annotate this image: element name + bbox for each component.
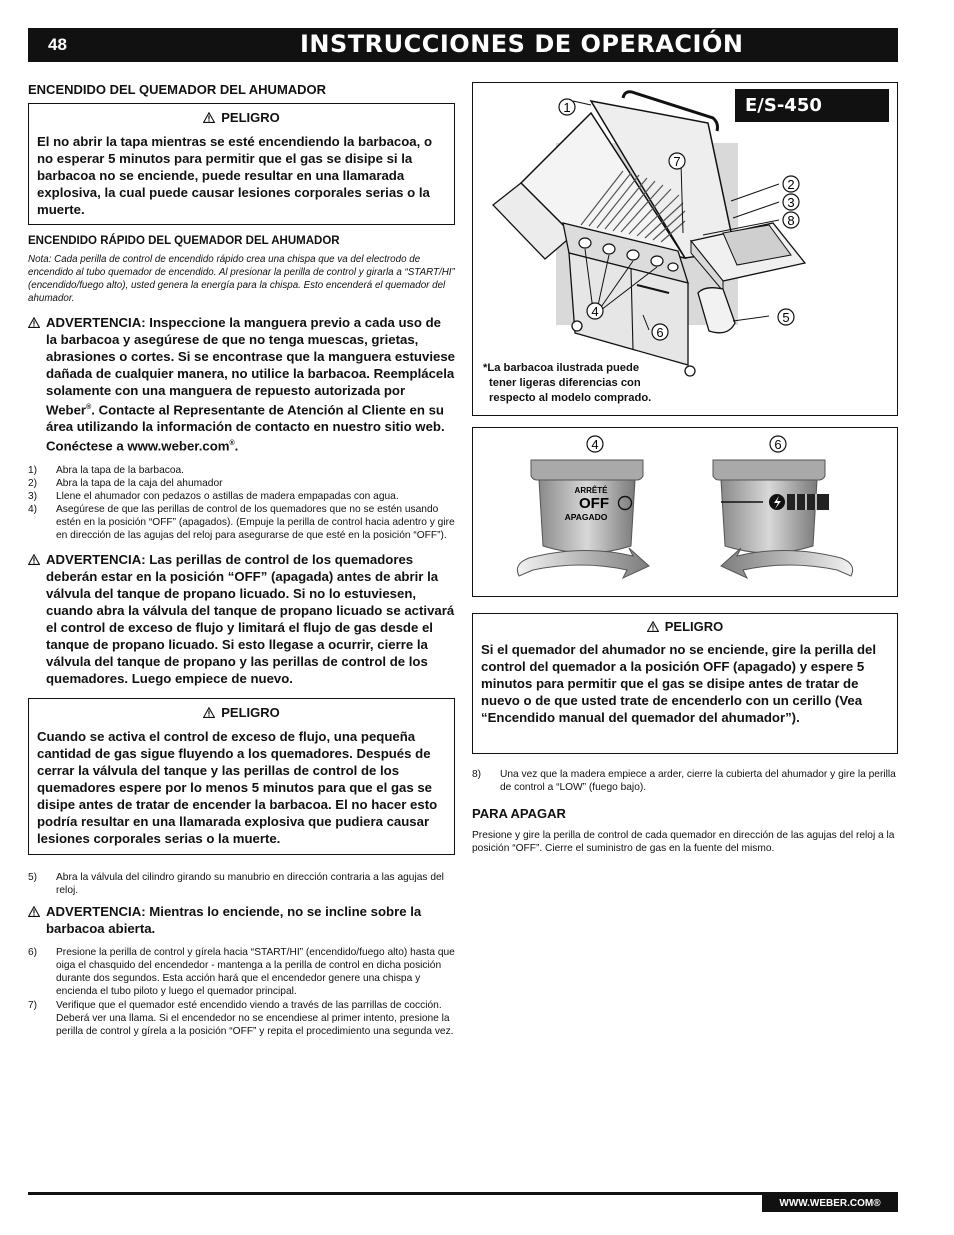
danger-label: PELIGRO	[664, 619, 724, 634]
page-number: 48	[48, 35, 67, 54]
ignition-note: Nota: Cada perilla de control de encendido rápido crea una chispa que va del electrodo de encendido al tubo quemador de encendido. Al presionar la perilla de control y girarla a “START/HI” (encendido/fuego alto), usted genera la energía para la chispa. Esto encenderá el quemador del ahumador.	[28, 254, 455, 304]
callout-1	[559, 99, 575, 115]
warning-hose-website: Conéctese a www.weber.com	[46, 438, 230, 454]
list-item	[472, 768, 898, 794]
svg-text:5: 5	[782, 310, 790, 325]
svg-text:1: 1	[563, 100, 571, 115]
danger-text-1: El no abrir la tapa mientras se esté encendiendo la barbacoa, o no esperar 5 minutos para permitir que el gas se disipe si la barbacoa no se enciende, puede resultar en una llamarada explosiva, la cual puede causar lesiones corporales serias o la muerte.	[37, 134, 433, 217]
danger-box-2	[28, 698, 455, 855]
knob-label-off: OFF	[579, 495, 609, 512]
step-8	[472, 768, 898, 794]
subsection-title: ENCENDIDO RÁPIDO DEL QUEMADOR DEL AHUMADOR	[28, 235, 340, 247]
registered-mark: ®	[229, 440, 235, 448]
svg-text:3: 3	[787, 195, 795, 210]
list-item	[28, 477, 455, 490]
callout-7	[669, 153, 685, 169]
step-number: 2)	[28, 477, 38, 489]
danger-box-1	[28, 103, 455, 225]
steps-list-a	[28, 464, 455, 542]
svg-text:7: 7	[673, 154, 681, 169]
callout-2	[783, 176, 799, 192]
step-number: 6)	[28, 946, 38, 958]
step-text: Una vez que la madera empiece a arder, cierre la cubierta del ahumador y gire la perilla de control a “LOW” (fuego bajo).	[500, 769, 896, 793]
callout-8	[783, 212, 799, 228]
knob-callouts	[473, 428, 897, 596]
figure-caption	[483, 361, 713, 406]
step-number: 4)	[28, 503, 38, 515]
step-text: Abra la tapa de la caja del ahumador	[56, 477, 223, 489]
knob-figure	[472, 427, 898, 597]
knob-label-apagado: APAGADO	[564, 512, 608, 522]
danger-text-3: Si el quemador del ahumador no se enciende, gire la perilla del control del quemador a la posición OFF (apagado) y espere 5 minutos para permitir que el gas se disipe antes de tratar de nuevo o de que usted trate de encenderlo con un cerillo (Vea “Encendido manual del quemador del ahumador”).	[481, 642, 877, 725]
warning-lean-text: ADVERTENCIA: Mientras lo enciende, no se incline sobre la barbacoa abierta.	[46, 903, 422, 936]
svg-text:4: 4	[591, 304, 599, 319]
warning-hose-text: ADVERTENCIA: Inspeccione la manguera previo a cada uso de la barbacoa y asegúrese de que no tenga muescas, grietas, abrasiones o cortes. Si se encontrase que la manguera estuviese dañada de cualquier manera, no utilice la barbacoa. Reemplácela solamente con una manguera de repuesto autorizada por Weber	[46, 315, 455, 418]
footer-url[interactable]: WWW.WEBER.COM®	[762, 1195, 898, 1212]
step-5	[28, 871, 455, 897]
warning-triangle-icon	[28, 317, 40, 328]
step-number: 1)	[28, 464, 38, 476]
warning-triangle-icon	[28, 554, 40, 565]
model-tag: E/S-450	[735, 89, 889, 122]
steps-list-b	[28, 946, 455, 1038]
step-text: Llene el ahumador con pedazos o astillas de madera empapadas con agua.	[56, 490, 399, 502]
right-column	[472, 82, 898, 855]
svg-text:6: 6	[774, 437, 782, 452]
left-column	[28, 82, 455, 1038]
step-number: 7)	[28, 999, 38, 1011]
step-number: 3)	[28, 490, 38, 502]
list-item	[28, 946, 455, 998]
step-text: Verifique que el quemador esté encendido viendo a través de las parrillas de cocción. Deberá ver una llama. Si el encendedor no se encendiese al primer intento, presione la perilla de control y gírela a la posición “OFF” y repita el procedimiento una segunda vez.	[56, 999, 454, 1037]
warning-lean	[28, 903, 455, 937]
warning-valve	[28, 551, 455, 687]
callout-4	[587, 303, 603, 319]
knob-label-arrete: ARRÊTÉ	[574, 486, 608, 495]
danger-heading-3	[481, 619, 889, 634]
danger-label: PELIGRO	[221, 704, 280, 720]
warning-valve-text: ADVERTENCIA: Las perillas de control de los quemadores deberán estar en la posición “OFF” (apagada) antes de abrir la válvula del tanque de propano licuado. Si no lo estuviesen, cuando abra la válvula del tanque de propano licuado se activará el control de exceso de flujo y limitará el flujo de gas desde el tanque de propano licuado. Si esto llegase a ocurrir, cierre la válvula del tanque de propano y las perillas de control de los quemadores. Luego empiece de nuevo.	[46, 551, 455, 686]
step-text: Asegúrese de que las perillas de control de los quemadores que no se estén usando estén en la posición “OFF” (apagados). (Empuje la perilla de control hacia adentro y gire en dirección de las agujas del reloj para asegurarse de que esté en la posición “OFF”).	[56, 503, 455, 541]
callout-3	[783, 194, 799, 210]
registered-mark: ®	[86, 404, 92, 411]
danger-heading-2	[37, 705, 446, 720]
warning-triangle-icon	[203, 707, 215, 718]
step-number: 8)	[472, 769, 482, 780]
callout-6	[652, 324, 668, 340]
caption-line: tener ligeras diferencias con	[489, 377, 641, 389]
svg-text:4: 4	[591, 437, 599, 452]
warning-triangle-icon	[28, 906, 40, 917]
warning-hose	[28, 314, 455, 455]
step-text: Presione la perilla de control y gírela hacia “START/HI” (encendido/fuego alto) hasta que oiga el chasquido del encendedor - mantenga a la perilla de control en dicha posición durante dos segundos. Esta acción hará que el encendedor genere una chispa y encienda el tubo piloto y luego el quemador principal.	[56, 946, 455, 997]
turn-off-title: PARA APAGAR	[472, 806, 566, 821]
danger-heading-1	[37, 110, 446, 125]
callout-4	[587, 436, 603, 452]
list-item	[28, 503, 455, 542]
warning-triangle-icon	[203, 112, 215, 123]
warning-hose-period: .	[234, 438, 239, 454]
caption-line: respecto al modelo comprado.	[489, 392, 652, 404]
section-title: ENCENDIDO DEL QUEMADOR DEL AHUMADOR	[28, 82, 327, 97]
warning-triangle-icon	[647, 621, 659, 632]
step-text: Abra la válvula del cilindro girando su manubrio en dirección contraria a las agujas del reloj.	[56, 871, 444, 896]
danger-box-3	[472, 613, 898, 754]
grill-figure	[472, 82, 898, 416]
step-number: 5)	[28, 871, 38, 883]
callout-6	[770, 436, 786, 452]
page-header	[28, 28, 898, 62]
svg-text:6: 6	[656, 325, 664, 340]
page-title: INSTRUCCIONES DE OPERACIÓN	[300, 30, 744, 58]
list-item	[28, 490, 455, 503]
danger-text-2: Cuando se activa el control de exceso de flujo, una pequeña cantidad de gas sigue fluyendo a los quemadores. Después de cerrar la válvula del tanque y las perillas de control de los quemadores espere por lo menos 5 minutos para que el gas se disipe antes de tratar de encender la barbacoa. El no hacer esto podría resultar en una llamarada explosiva que pudiera causar lesiones corporales serias o la muerte.	[37, 728, 438, 846]
danger-label: PELIGRO	[221, 110, 280, 125]
caption-line: *La barbacoa ilustrada puede	[483, 362, 640, 374]
list-item	[28, 871, 455, 897]
step-text: Abra la tapa de la barbacoa.	[56, 464, 185, 476]
svg-text:8: 8	[787, 213, 795, 228]
svg-text:2: 2	[787, 177, 795, 192]
warning-hose-contact: . Contacte al Representante de Atención al Cliente en su área utilizando la información de contacto en nuestro sitio web.	[46, 402, 445, 435]
list-item	[28, 999, 455, 1038]
callout-5	[778, 309, 794, 325]
turn-off-text: Presione y gire la perilla de control de cada quemador en dirección de las agujas del reloj a la posición “OFF”. Cierre el suministro de gas en la fuente del mismo.	[472, 830, 895, 854]
list-item	[28, 464, 455, 477]
